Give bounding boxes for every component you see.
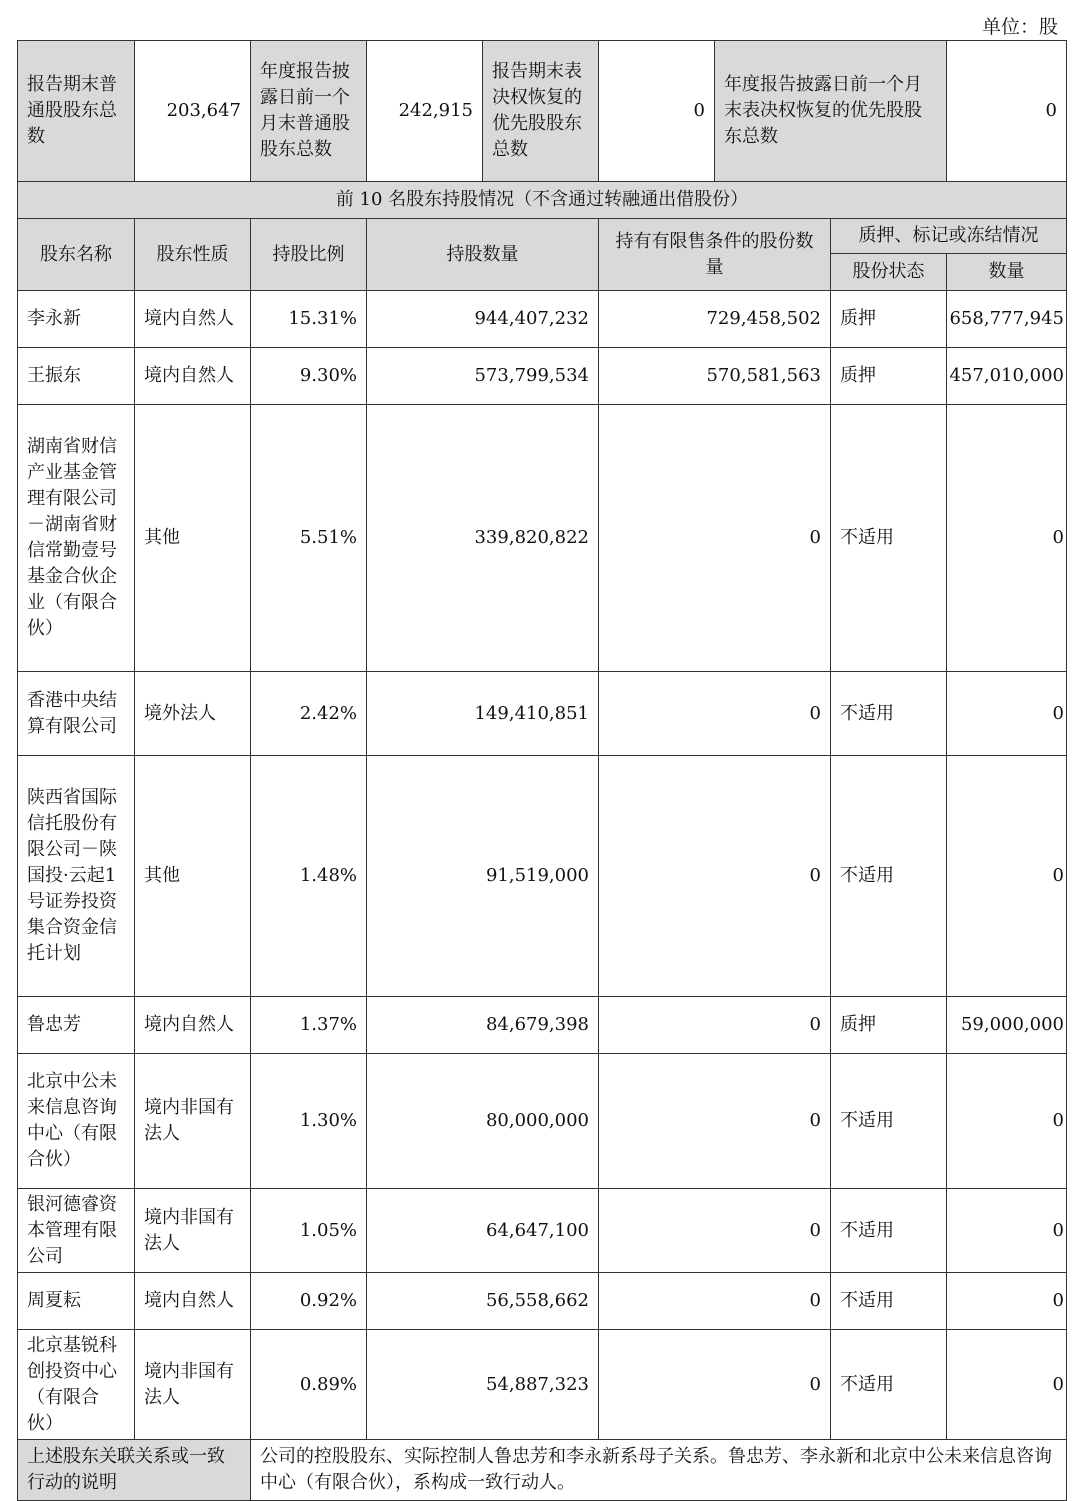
holder-share-status: 不适用 [831,756,947,997]
header-row [18,219,1067,254]
holder-name: 银河德睿资本管理有限公司 [18,1189,135,1273]
prior-month-preferred-value: 0 [947,41,1067,182]
holder-share-status: 质押 [831,997,947,1054]
holder-restricted: 0 [599,1189,831,1273]
holder-restricted: 0 [599,672,831,756]
shareholder-row [18,291,1067,348]
holder-pledged-quantity: 59,000,000 [947,997,1067,1054]
holder-restricted: 0 [599,1273,831,1330]
shareholder-row [18,756,1067,997]
shareholder-row [18,405,1067,672]
holder-share-status: 质押 [831,291,947,348]
holder-nature: 境内自然人 [135,997,251,1054]
holder-restricted: 0 [599,1054,831,1189]
unit-label: 单位：股 [981,16,1058,38]
holder-share-status: 不适用 [831,405,947,672]
prior-month-common-label: 年度报告披露日前一个月末普通股股东总数 [251,41,367,182]
header-pledge-quantity: 数量 [947,254,1067,291]
holder-name: 北京基锐科创投资中心（有限合伙） [18,1330,135,1440]
shareholder-row [18,1189,1067,1273]
holder-quantity: 91,519,000 [367,756,599,997]
prior-month-common-value: 242,915 [367,41,483,182]
top-shareholders-table [17,40,1067,1501]
holder-pledged-quantity: 457,010,000 [947,348,1067,405]
total-common-shareholders-label: 报告期末普通股股东总数 [18,41,135,182]
header-restricted: 持有有限售条件的股份数量 [599,219,831,291]
holder-name: 鲁忠芳 [18,997,135,1054]
holder-quantity: 64,647,100 [367,1189,599,1273]
holder-ratio: 15.31% [251,291,367,348]
holder-ratio: 9.30% [251,348,367,405]
holder-nature: 境内自然人 [135,348,251,405]
section-title-row [18,182,1067,219]
holder-ratio: 1.37% [251,997,367,1054]
holder-ratio: 1.05% [251,1189,367,1273]
holder-share-status: 不适用 [831,1189,947,1273]
holder-pledged-quantity: 0 [947,1330,1067,1440]
holder-quantity: 339,820,822 [367,405,599,672]
holder-nature: 境内非国有法人 [135,1189,251,1273]
holder-ratio: 2.42% [251,672,367,756]
prior-month-preferred-label: 年度报告披露日前一个月末表决权恢复的优先股股东总数 [715,41,947,182]
holder-nature: 其他 [135,756,251,997]
holder-name: 陕西省国际信托股份有限公司－陕国投·云起1号证券投资集合资金信托计划 [18,756,135,997]
relation-note-text: 公司的控股股东、实际控制人鲁忠芳和李永新系母子关系。鲁忠芳、李永新和北京中公未来信息咨询中心（有限合伙），系构成一致行动人。 [251,1440,1067,1501]
header-ratio: 持股比例 [251,219,367,291]
holder-nature: 境内非国有法人 [135,1054,251,1189]
preferred-restored-label: 报告期末表决权恢复的优先股股东总数 [483,41,599,182]
holder-quantity: 54,887,323 [367,1330,599,1440]
holder-share-status: 不适用 [831,1330,947,1440]
header-share-status: 股份状态 [831,254,947,291]
holder-quantity: 944,407,232 [367,291,599,348]
total-common-shareholders-value: 203,647 [135,41,251,182]
holder-pledged-quantity: 0 [947,1189,1067,1273]
holder-name: 王振东 [18,348,135,405]
summary-row [18,41,1067,182]
holder-pledged-quantity: 0 [947,1054,1067,1189]
holder-ratio: 0.89% [251,1330,367,1440]
holder-share-status: 质押 [831,348,947,405]
header-quantity: 持股数量 [367,219,599,291]
holder-ratio: 0.92% [251,1273,367,1330]
holder-share-status: 不适用 [831,1273,947,1330]
shareholder-row [18,672,1067,756]
holder-share-status: 不适用 [831,672,947,756]
holder-restricted: 0 [599,1330,831,1440]
holder-restricted: 0 [599,997,831,1054]
shareholder-rows [18,291,1067,1440]
holder-ratio: 1.48% [251,756,367,997]
holder-quantity: 149,410,851 [367,672,599,756]
relation-note-label: 上述股东关联关系或一致行动的说明 [18,1440,251,1501]
holder-quantity: 56,558,662 [367,1273,599,1330]
holder-pledged-quantity: 0 [947,756,1067,997]
header-name: 股东名称 [18,219,135,291]
holder-nature: 其他 [135,405,251,672]
holder-nature: 境内非国有法人 [135,1330,251,1440]
holder-restricted: 570,581,563 [599,348,831,405]
holder-quantity: 80,000,000 [367,1054,599,1189]
holder-name: 李永新 [18,291,135,348]
holder-name: 香港中央结算有限公司 [18,672,135,756]
holder-pledged-quantity: 0 [947,405,1067,672]
shareholder-row [18,1273,1067,1330]
holder-restricted: 0 [599,756,831,997]
holder-ratio: 1.30% [251,1054,367,1189]
preferred-restored-value: 0 [599,41,715,182]
shareholder-row [18,997,1067,1054]
holder-quantity: 84,679,398 [367,997,599,1054]
holder-pledged-quantity: 0 [947,672,1067,756]
holder-quantity: 573,799,534 [367,348,599,405]
holder-pledged-quantity: 0 [947,1273,1067,1330]
footer-row [18,1440,1067,1501]
header-pledge-group: 质押、标记或冻结情况 [831,219,1067,254]
holder-share-status: 不适用 [831,1054,947,1189]
header-nature: 股东性质 [135,219,251,291]
shareholder-row [18,1330,1067,1440]
shareholder-row [18,348,1067,405]
holder-nature: 境内自然人 [135,291,251,348]
holder-name: 北京中公未来信息咨询中心（有限合伙） [18,1054,135,1189]
holder-nature: 境内自然人 [135,1273,251,1330]
holder-nature: 境外法人 [135,672,251,756]
holder-restricted: 0 [599,405,831,672]
shareholder-row [18,1054,1067,1189]
holder-name: 湖南省财信产业基金管理有限公司－湖南省财信常勤壹号基金合伙企业（有限合伙） [18,405,135,672]
holder-ratio: 5.51% [251,405,367,672]
holder-pledged-quantity: 658,777,945 [947,291,1067,348]
holder-restricted: 729,458,502 [599,291,831,348]
section-title: 前 10 名股东持股情况（不含通过转融通出借股份） [18,182,1067,219]
holder-name: 周夏耘 [18,1273,135,1330]
